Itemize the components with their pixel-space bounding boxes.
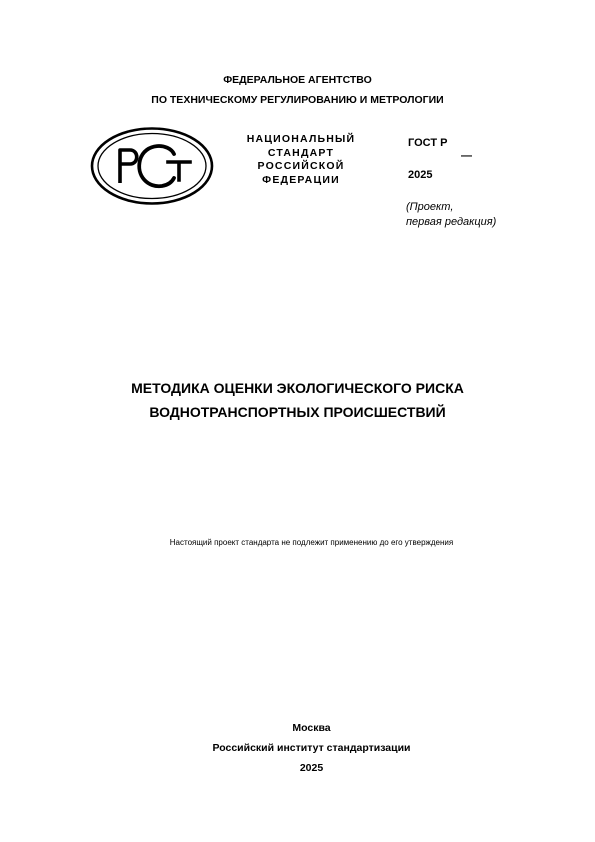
gost-number-dash: — xyxy=(461,150,472,162)
gost-year: 2025 xyxy=(408,169,433,181)
draft-notice: Настоящий проект стандарта не подлежит применению до его утверждения xyxy=(169,538,454,547)
draft-status-line-2: первая редакция) xyxy=(406,216,497,228)
document-title xyxy=(0,376,595,424)
national-standard-line-4: ФЕДЕРАЦИИ xyxy=(262,173,340,186)
agency-header xyxy=(0,70,595,110)
agency-line-1: ФЕДЕРАЛЬНОЕ АГЕНТСТВО xyxy=(223,74,372,86)
draft-status xyxy=(406,200,496,230)
national-standard-line-1: НАЦИОНАЛЬНЫЙ xyxy=(246,133,356,145)
document-title-line-2: ВОДНОТРАНСПОРТНЫХ ПРОИСШЕСТВИЙ xyxy=(149,404,446,420)
agency-line-2: ПО ТЕХНИЧЕСКОМУ РЕГУЛИРОВАНИЮ И МЕТРОЛОГИИ xyxy=(151,94,444,106)
footer-publisher: Российский институт стандартизации xyxy=(212,742,411,754)
national-standard-line-3: РОССИЙСКОЙ xyxy=(257,160,345,172)
footer-city: Москва xyxy=(292,722,331,734)
document-title-line-1: МЕТОДИКА ОЦЕНКИ ЭКОЛОГИЧЕСКОГО РИСКА xyxy=(131,380,464,396)
national-standard-block xyxy=(236,133,366,187)
draft-status-line-1: (Проект, xyxy=(406,201,454,213)
publication-footer xyxy=(0,718,595,778)
footer-year: 2025 xyxy=(299,762,324,774)
gost-number-label: ГОСТ Р xyxy=(408,137,448,149)
gost-r-conformity-mark-icon xyxy=(90,126,215,206)
national-standard-line-2: СТАНДАРТ xyxy=(267,146,335,159)
